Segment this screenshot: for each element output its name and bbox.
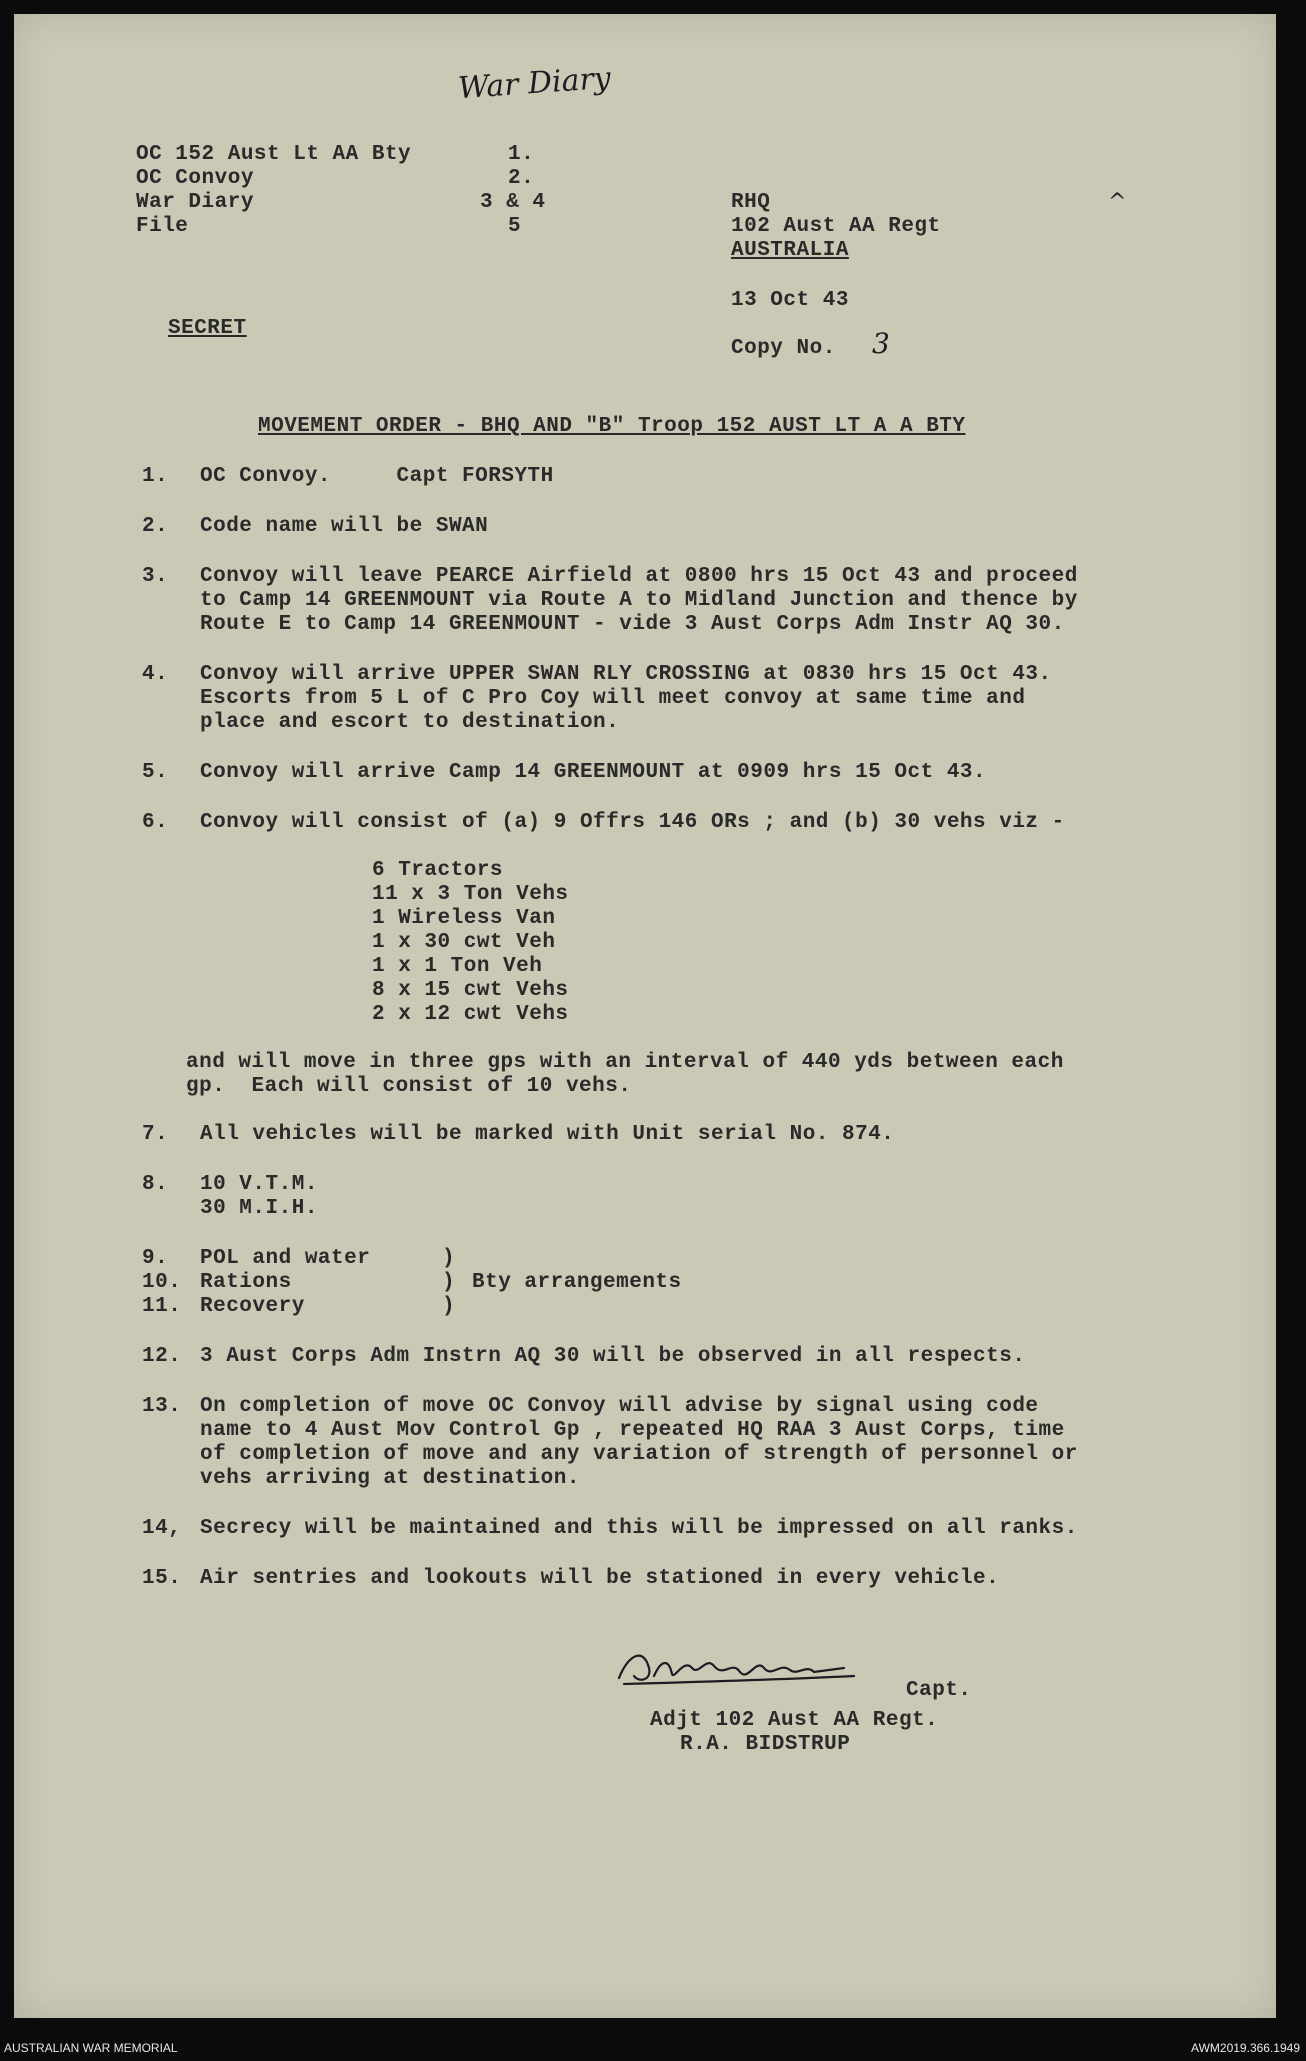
copy-number-label: Copy No. (731, 337, 836, 360)
handwritten-war-diary-note: War Diary (456, 60, 612, 107)
item-6-number: 6. (142, 811, 169, 834)
item-15-number: 15. (142, 1567, 182, 1590)
item-13-line-1: On completion of move OC Convoy will advise by signal using code (200, 1395, 1039, 1418)
item-3-line-3: Route E to Camp 14 GREENMOUNT - vide 3 Aust Corps Adm Instr AQ 30. (200, 613, 1065, 636)
item-5-number: 5. (142, 761, 169, 784)
item-14-number: 14, (142, 1517, 182, 1540)
footer-archive-name: AUSTRALIAN WAR MEMORIAL (4, 2041, 178, 2055)
vehicle-list-item: 1 x 1 Ton Veh (372, 955, 543, 978)
vehicle-list-item: 1 Wireless Van (372, 907, 556, 930)
distribution-name-4: File (136, 215, 189, 238)
item-5-text: Convoy will arrive Camp 14 GREENMOUNT at 0909 hrs 15 Oct 43. (200, 761, 987, 784)
item-11-number: 11. (142, 1295, 182, 1318)
pencil-mark: ^ (1108, 190, 1127, 215)
item-13-number: 13. (142, 1395, 182, 1418)
signatory-rank: Capt. (906, 1679, 972, 1702)
item-13-line-3: of completion of move and any variation of strength of personnel or (200, 1443, 1078, 1466)
vehicle-list-item: 11 x 3 Ton Vehs (372, 883, 569, 906)
item-3-line-2: to Camp 14 GREENMOUNT via Route A to Midland Junction and thence by (200, 589, 1078, 612)
item-14-text: Secrecy will be maintained and this will be impressed on all ranks. (200, 1517, 1078, 1540)
item-7-number: 7. (142, 1123, 169, 1146)
vehicle-list-item: 8 x 15 cwt Vehs (372, 979, 569, 1002)
document-date: 13 Oct 43 (731, 289, 849, 312)
item-1-text: OC Convoy. Capt FORSYTH (200, 465, 554, 488)
item-8-line-2: 30 M.I.H. (200, 1197, 318, 1220)
item-4-line-2: Escorts from 5 L of C Pro Coy will meet convoy at same time and (200, 687, 1026, 710)
item-12-text: 3 Aust Corps Adm Instrn AQ 30 will be observed in all respects. (200, 1345, 1026, 1368)
bracket-line: ) (442, 1271, 456, 1294)
item-12-number: 12. (142, 1345, 182, 1368)
document-page (14, 14, 1276, 2018)
sender-line-rhq: RHQ (731, 191, 771, 214)
item-13-line-2: name to 4 Aust Mov Control Gp , repeated HQ RAA 3 Aust Corps, time (200, 1419, 1065, 1442)
item-11-text: Recovery (200, 1295, 305, 1318)
signatory-name: R.A. BIDSTRUP (680, 1733, 851, 1756)
item-10-number: 10. (142, 1271, 182, 1294)
item-6-text: Convoy will consist of (a) 9 Offrs 146 ORs ; and (b) 30 vehs viz - (200, 811, 1065, 834)
sender-line-regiment: 102 Aust AA Regt (731, 215, 941, 238)
sender-line-australia: AUSTRALIA (731, 239, 849, 262)
item-3-number: 3. (142, 565, 169, 588)
document-title: MOVEMENT ORDER - BHQ AND "B" Troop 152 AUST LT A A BTY (258, 415, 966, 438)
distribution-name-1: OC 152 Aust Lt AA Bty (136, 143, 412, 166)
item-15-text: Air sentries and lookouts will be stationed in every vehicle. (200, 1567, 1000, 1590)
copy-number-handwritten: 3 (872, 327, 890, 360)
footer-accession-number: AWM2019.366.1949 (1191, 2041, 1300, 2055)
item-1-number: 1. (142, 465, 169, 488)
item-7-text: All vehicles will be marked with Unit serial No. 874. (200, 1123, 895, 1146)
distribution-copy-1: 1. (508, 143, 535, 166)
item-4-line-1: Convoy will arrive UPPER SWAN RLY CROSSING at 0830 hrs 15 Oct 43. (200, 663, 1052, 686)
bty-arrangements-note: Bty arrangements (472, 1271, 682, 1294)
vehicle-list-item: 6 Tractors (372, 859, 504, 882)
item-2-text: Code name will be SWAN (200, 515, 489, 538)
item-9-number: 9. (142, 1247, 169, 1270)
bracket-line: ) (442, 1295, 456, 1318)
item-4-line-3: place and escort to destination. (200, 711, 620, 734)
item-8-number: 8. (142, 1173, 169, 1196)
item-8-line-1: 10 V.T.M. (200, 1173, 318, 1196)
item-10-text: Rations (200, 1271, 292, 1294)
distribution-copy-3: 3 & 4 (480, 191, 546, 214)
distribution-copy-4: 5 (508, 215, 522, 238)
distribution-name-3: War Diary (136, 191, 254, 214)
handwritten-signature (614, 1638, 884, 1698)
item-9-text: POL and water (200, 1247, 371, 1270)
signatory-appointment: Adjt 102 Aust AA Regt. (650, 1709, 939, 1732)
item-6-continuation-2: gp. Each will consist of 10 vehs. (186, 1075, 632, 1098)
item-13-line-4: vehs arriving at destination. (200, 1467, 580, 1490)
bracket-line: ) (442, 1247, 456, 1270)
item-6-continuation-1: and will move in three gps with an interval of 440 yds between each (186, 1051, 1064, 1074)
item-2-number: 2. (142, 515, 169, 538)
item-4-number: 4. (142, 663, 169, 686)
item-3-line-1: Convoy will leave PEARCE Airfield at 0800 hrs 15 Oct 43 and proceed (200, 565, 1078, 588)
distribution-copy-2: 2. (508, 167, 535, 190)
vehicle-list-item: 1 x 30 cwt Veh (372, 931, 556, 954)
security-classification: SECRET (168, 317, 247, 340)
distribution-name-2: OC Convoy (136, 167, 254, 190)
vehicle-list-item: 2 x 12 cwt Vehs (372, 1003, 569, 1026)
